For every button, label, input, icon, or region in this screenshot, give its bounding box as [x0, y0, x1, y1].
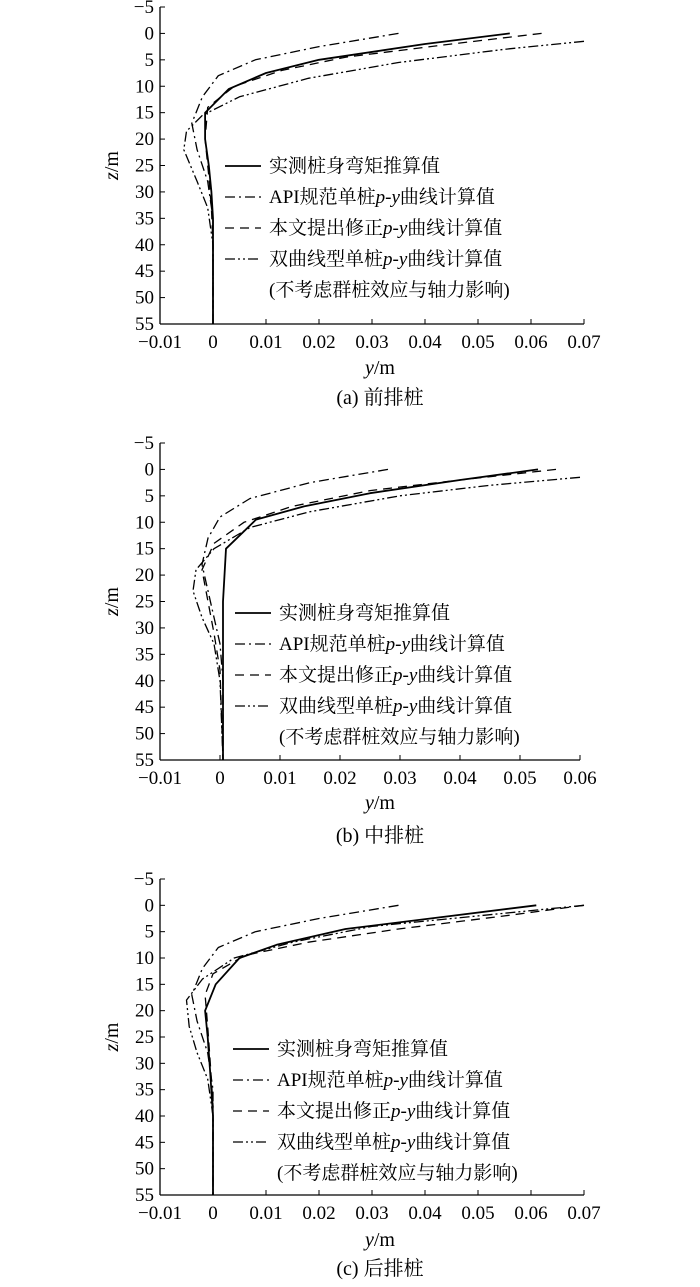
- y-tick-label: 20: [135, 129, 154, 151]
- x-tick-label: 0.05: [461, 332, 495, 353]
- y-tick-label: 20: [135, 565, 154, 587]
- y-tick-label: 0: [144, 895, 154, 917]
- x-tick-label: 0.05: [503, 768, 537, 789]
- legend-label-4: 双曲线型单桩p-y曲线计算值: [277, 1132, 511, 1153]
- y-tick-label: 45: [135, 1132, 154, 1154]
- y-tick-label: −5: [133, 433, 154, 454]
- x-tick-label: 0.07: [567, 332, 601, 353]
- x-tick-label: 0.02: [302, 332, 336, 353]
- y-tick-label: 40: [135, 1106, 154, 1127]
- y-tick-label: 55: [135, 314, 154, 335]
- x-tick-label: 0.02: [323, 768, 357, 789]
- y-tick-label: 30: [135, 181, 154, 203]
- legend: [233, 1038, 518, 1184]
- legend: [225, 155, 510, 301]
- x-tick-label: 0.06: [563, 768, 597, 789]
- y-tick-label: 35: [135, 1079, 154, 1101]
- y-tick-label: −5: [133, 869, 154, 890]
- chart-panel-1: [101, 0, 601, 409]
- x-tick-label: 0.06: [514, 1203, 548, 1224]
- legend-label-4: 双曲线型单桩p-y曲线计算值: [269, 249, 503, 270]
- y-tick-label: 0: [144, 23, 154, 45]
- panel-caption: (b) 中排桩: [335, 825, 425, 847]
- legend-label-2: API规范单桩p-y曲线计算值: [279, 634, 505, 655]
- chart-panel-2: [101, 433, 597, 847]
- legend-label-1: 实测桩身弯矩推算值: [277, 1039, 449, 1060]
- x-tick-label: 0.03: [355, 332, 389, 353]
- legend-label-1: 实测桩身弯矩推算值: [269, 156, 441, 177]
- x-tick-label: 0.07: [567, 1203, 601, 1224]
- legend-note: (不考虑群桩效应与轴力影响): [279, 727, 520, 748]
- chart-panel-3: [101, 869, 601, 1280]
- legend-note: (不考虑群桩效应与轴力影响): [269, 280, 510, 301]
- x-axis-label: y/m: [364, 1229, 396, 1251]
- y-axis-label: z/m: [101, 1022, 123, 1052]
- y-tick-label: 10: [135, 76, 154, 98]
- y-tick-label: 55: [135, 750, 154, 771]
- y-tick-label: 25: [135, 591, 154, 613]
- legend-label-2: API规范单桩p-y曲线计算值: [269, 187, 495, 208]
- y-tick-label: 10: [135, 948, 154, 969]
- panel-caption: (c) 后排桩: [336, 1258, 424, 1280]
- x-tick-label: 0.05: [461, 1203, 495, 1224]
- y-tick-label: 55: [135, 1185, 154, 1206]
- x-tick-label: 0.01: [249, 1203, 283, 1224]
- x-tick-label: 0.04: [408, 332, 442, 353]
- x-axis-label: y/m: [364, 357, 396, 379]
- y-tick-label: 35: [135, 208, 154, 230]
- y-tick-label: 5: [144, 921, 154, 943]
- y-axis-label: z/m: [101, 587, 123, 616]
- y-tick-label: 40: [135, 234, 154, 256]
- x-tick-label: −0.01: [138, 332, 182, 353]
- x-tick-label: 0.01: [249, 332, 283, 353]
- y-tick-label: 15: [135, 538, 154, 560]
- x-tick-label: 0: [215, 768, 225, 789]
- legend-label-1: 实测桩身弯矩推算值: [279, 603, 451, 624]
- y-tick-label: 40: [135, 670, 154, 692]
- y-tick-label: 5: [144, 49, 154, 71]
- y-tick-label: 0: [144, 459, 154, 481]
- x-tick-label: 0.04: [408, 1203, 442, 1224]
- y-tick-label: −5: [133, 0, 154, 18]
- x-tick-label: 0.03: [383, 768, 417, 789]
- y-tick-label: 35: [135, 644, 154, 666]
- y-tick-label: 45: [135, 697, 154, 719]
- panel-caption: (a) 前排桩: [336, 387, 424, 409]
- legend-label-4: 双曲线型单桩p-y曲线计算值: [279, 696, 513, 717]
- y-tick-label: 10: [135, 512, 154, 534]
- y-tick-label: 20: [135, 1000, 154, 1022]
- x-tick-label: 0.01: [263, 768, 297, 789]
- y-tick-label: 15: [135, 974, 154, 996]
- y-tick-label: 45: [135, 261, 154, 283]
- y-tick-label: 50: [135, 1158, 154, 1180]
- y-tick-label: 15: [135, 102, 154, 124]
- legend-label-3: 本文提出修正p-y曲线计算值: [279, 665, 513, 686]
- x-tick-label: 0: [208, 1203, 218, 1224]
- x-tick-label: 0.03: [355, 1203, 389, 1224]
- x-tick-label: 0: [208, 332, 218, 353]
- legend-label-3: 本文提出修正p-y曲线计算值: [277, 1101, 511, 1122]
- legend-note: (不考虑群桩效应与轴力影响): [277, 1163, 518, 1184]
- legend-label-3: 本文提出修正p-y曲线计算值: [269, 218, 503, 239]
- y-tick-label: 25: [135, 155, 154, 177]
- y-tick-label: 50: [135, 287, 154, 309]
- y-tick-label: 30: [135, 1053, 154, 1075]
- legend: [235, 602, 520, 748]
- x-tick-label: 0.06: [514, 332, 548, 353]
- legend-label-2: API规范单桩p-y曲线计算值: [277, 1070, 503, 1091]
- y-tick-label: 25: [135, 1027, 154, 1048]
- y-axis-label: z/m: [101, 151, 123, 180]
- x-tick-label: −0.01: [138, 1203, 182, 1224]
- y-tick-label: 30: [135, 617, 154, 639]
- x-axis-label: y/m: [364, 792, 396, 814]
- x-tick-label: 0.02: [302, 1203, 336, 1224]
- x-tick-label: 0.04: [443, 768, 477, 789]
- y-tick-label: 5: [144, 485, 154, 507]
- x-tick-label: −0.01: [138, 768, 182, 789]
- y-tick-label: 50: [135, 723, 154, 745]
